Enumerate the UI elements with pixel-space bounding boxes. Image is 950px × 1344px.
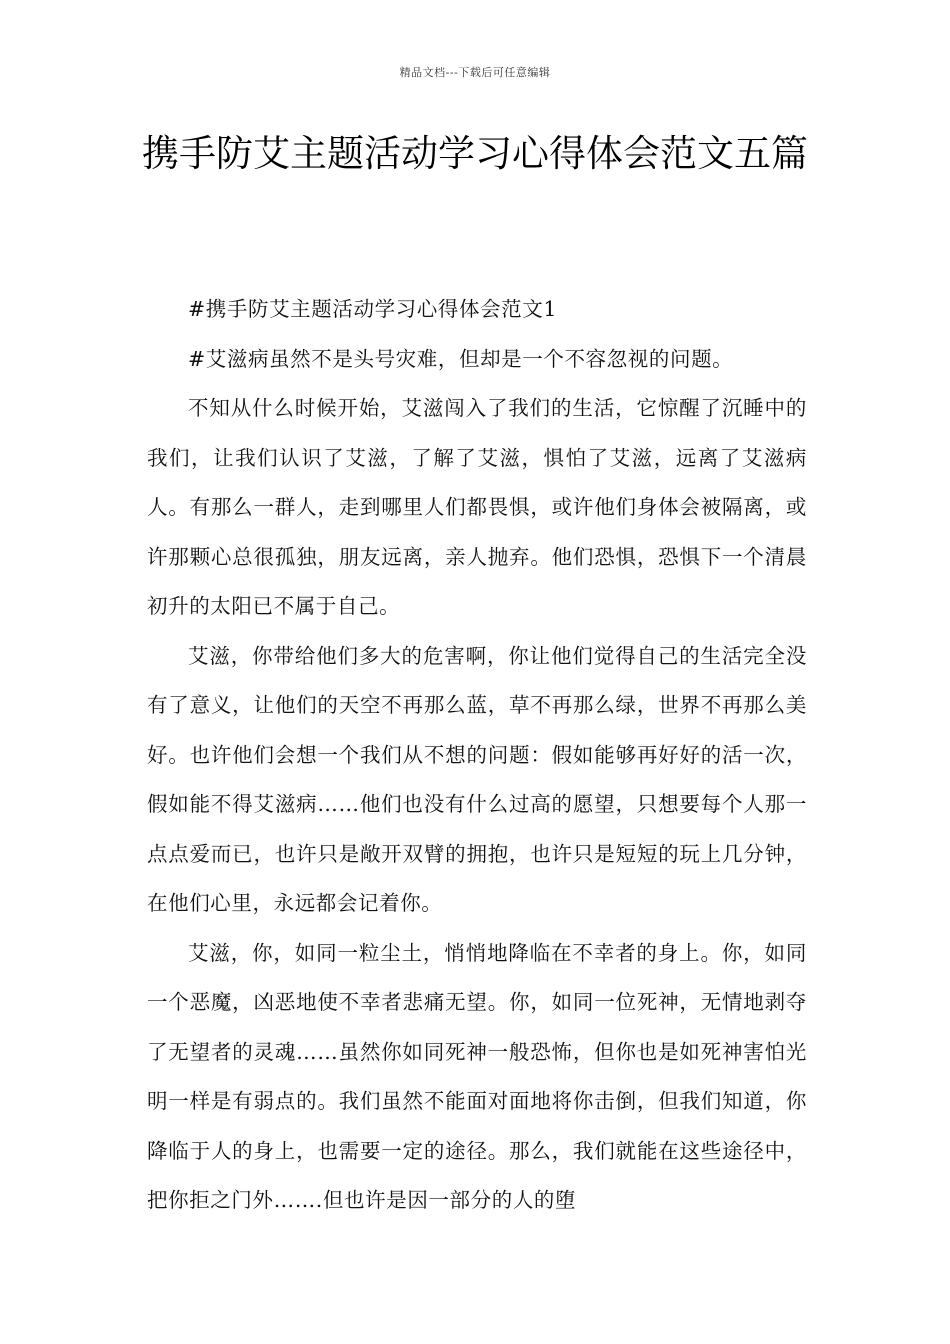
document-body <box>147 285 807 1226</box>
paragraph-subtitle: #携手防艾主题活动学习心得体会范文1 <box>188 297 558 321</box>
document-title: 携手防艾主题活动学习心得体会范文五篇 <box>142 132 808 175</box>
paragraph: 不知从什么时候开始，艾滋闯入了我们的生活，它惊醒了沉睡中的我们，让我们认识了艾滋，了解了艾滋，惧怕了艾滋，远离了艾滋病人。有那么一群人，走到哪里人们都畏惧，或许他们身体会被隔离，或许那颗心总很孤独，朋友远离，亲人抛弃。他们恐惧，恐惧下一个清晨初升的太阳已不属于自己。 <box>147 396 807 618</box>
paragraph: 艾滋，你带给他们多大的危害啊，你让他们觉得自己的生活完全没有了意义，让他们的天空不再那么蓝，草不再那么绿，世界不再那么美好。也许他们会想一个我们从不想的问题：假如能够再好好的活一次，假如能不得艾滋病……他们也没有什么过高的愿望，只想要每个人那一点点爱而已，也许只是敞开双臂的拥抱，也许只是短短的玩上几分钟，在他们心里，永远都会记着你。 <box>147 643 807 915</box>
paragraph-intro: #艾滋病虽然不是头号灾难，但却是一个不容忽视的问题。 <box>188 346 734 371</box>
paragraph: 艾滋，你，如同一粒尘土，悄悄地降临在不幸者的身上。你，如同一个恶魔，凶恶地使不幸者悲痛无望。你，如同一位死神，无情地剥夺了无望者的灵魂……虽然你如同死神一般恐怖，但你也是如死神害怕光明一样是有弱点的。我们虽然不能面对面地将你击倒，但我们知道，你降临于人的身上，也需要一定的途径。那么，我们就能在这些途径中，把你拒之门外…….但也许是因一部分的人的堕 <box>147 940 807 1212</box>
header-note: 精品文档---下载后可任意编辑 <box>399 66 551 79</box>
